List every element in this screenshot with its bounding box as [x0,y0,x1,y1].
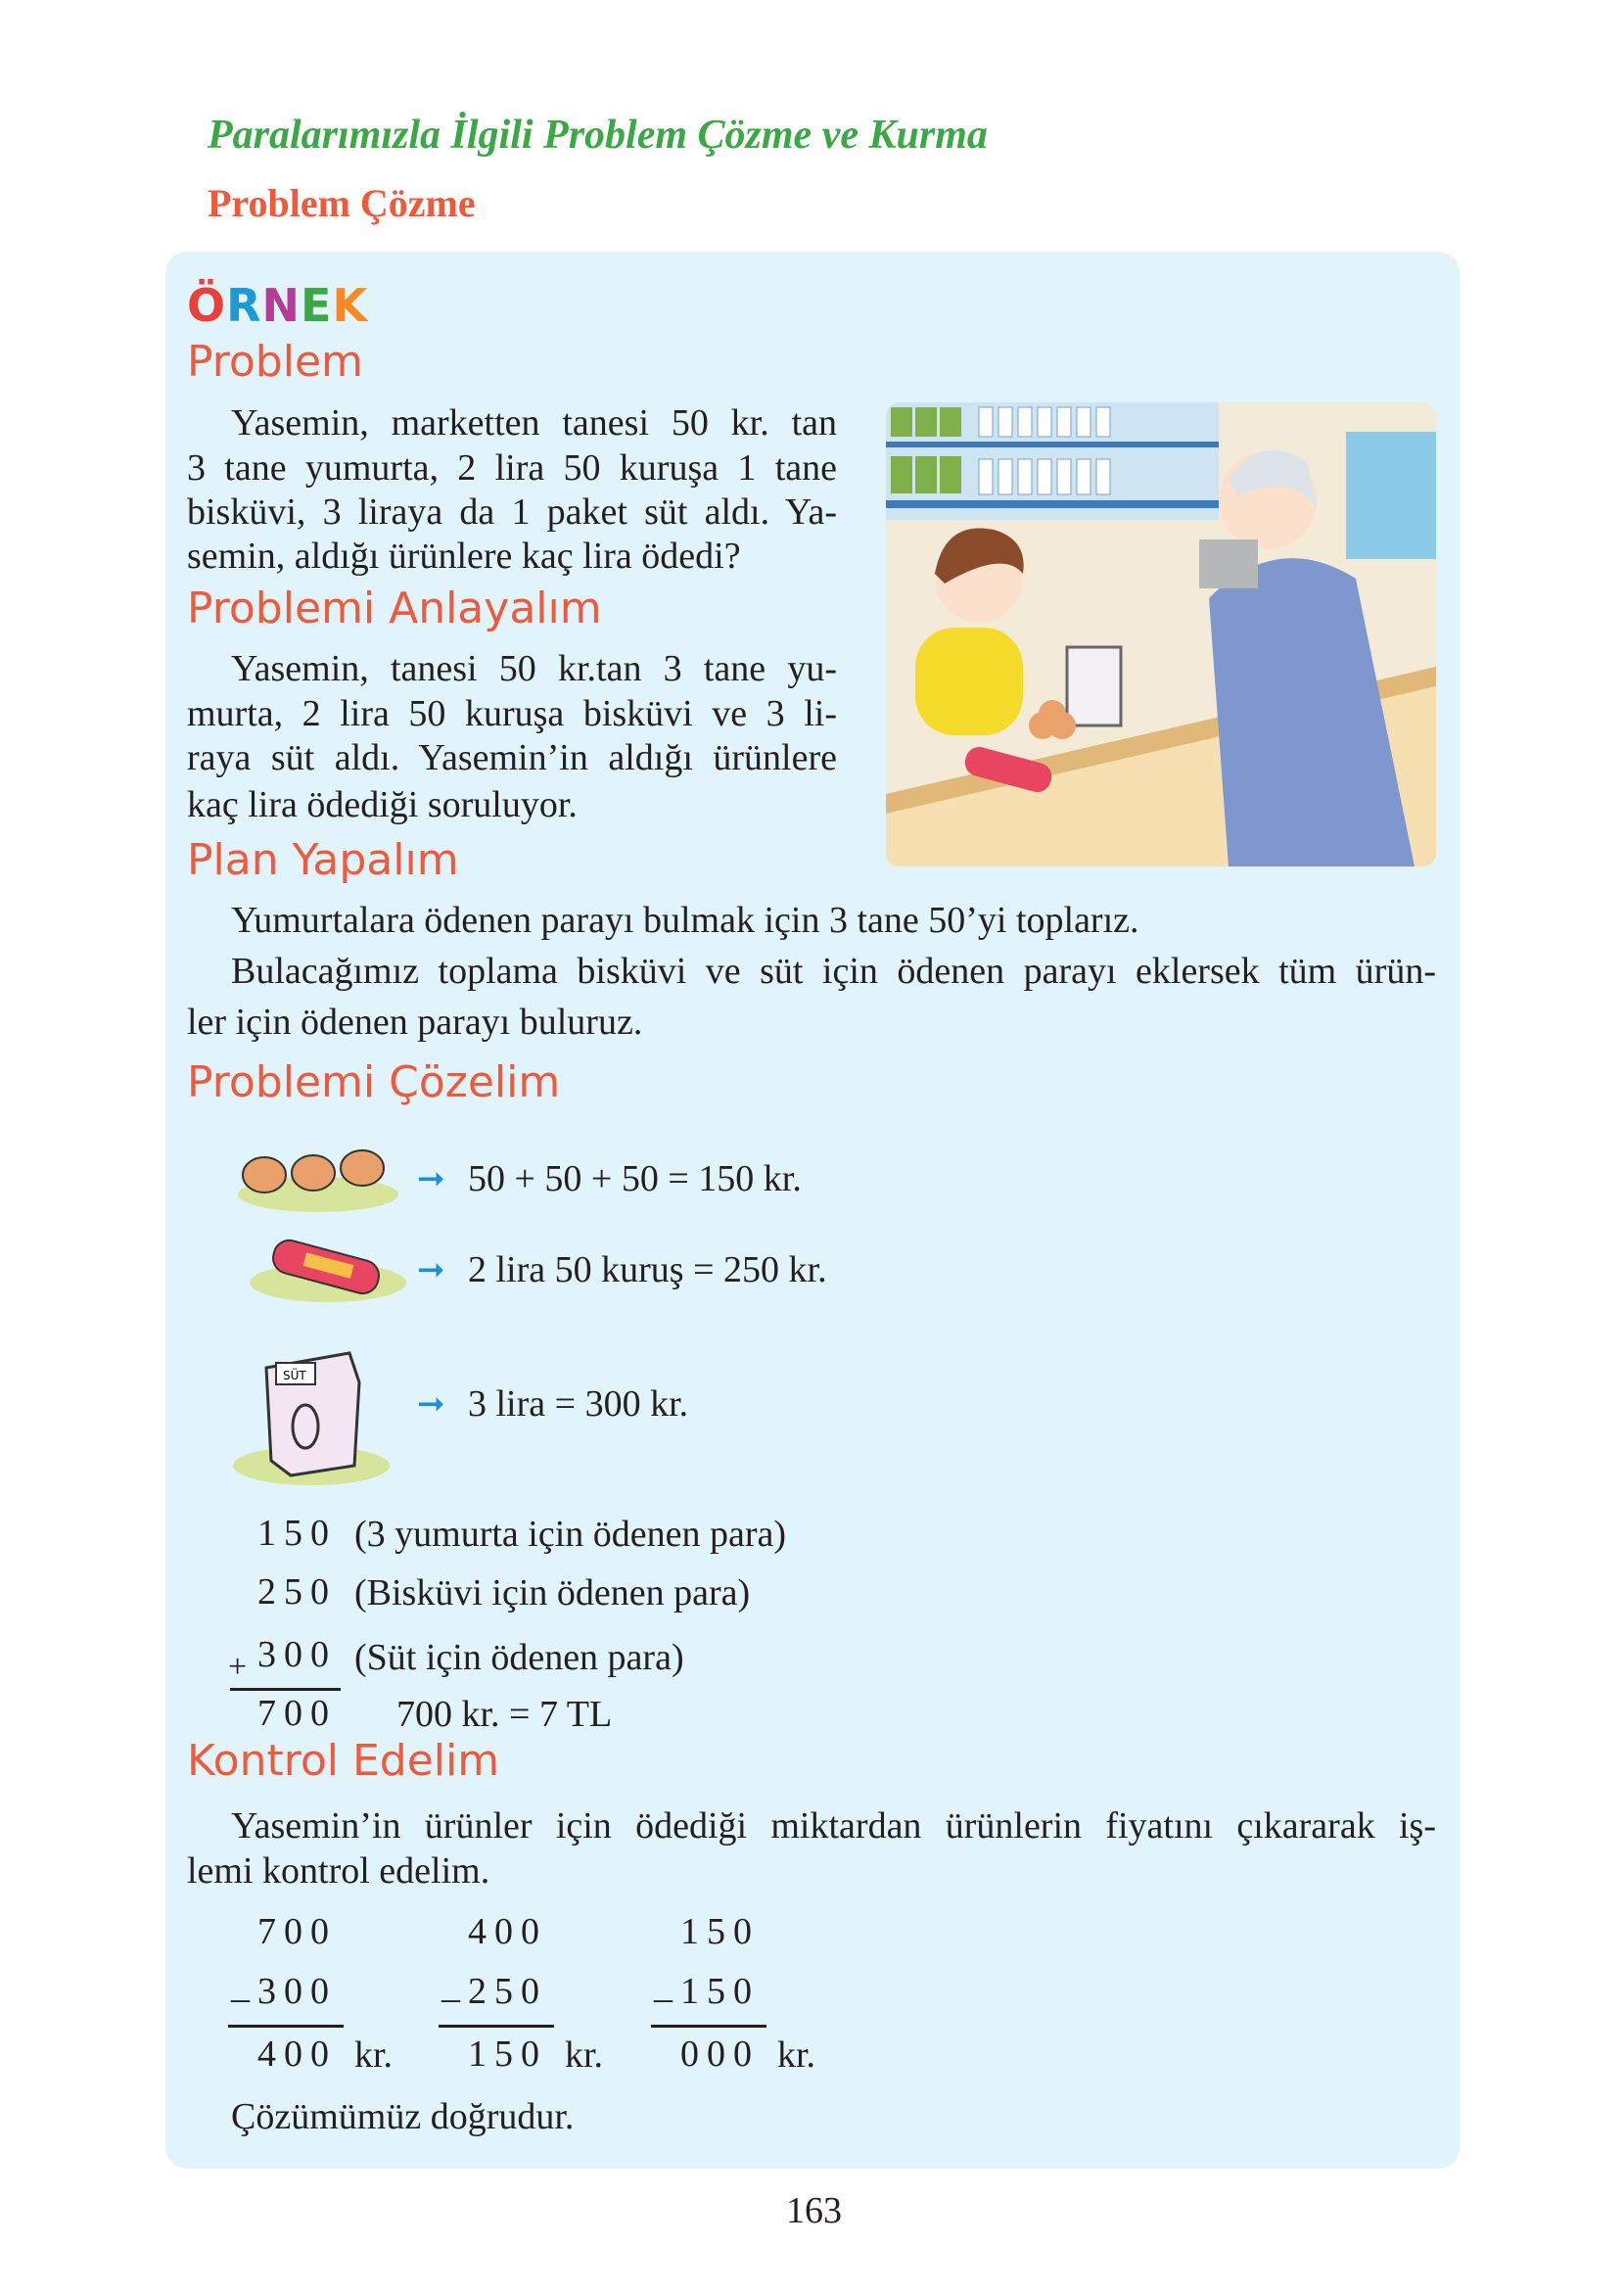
difference: 150 [468,2034,547,2075]
egg-calculation: 50 + 50 + 50 = 150 kr. [468,1158,802,1199]
plan-line: ler için ödenen parayı buluruz. [187,1002,643,1043]
solve-heading: Problemi Çözelim [187,1057,561,1107]
unit: kr. [354,2034,394,2076]
arrow-icon: ➞ [417,1252,445,1288]
section-subtitle: Problem Çözme [208,181,476,225]
shop-illustration [886,402,1436,866]
conclusion: Çözümümüz doğrudur. [231,2096,575,2137]
biscuit-icon [245,1229,411,1307]
understand-line: kaç lira ödediği soruluyor. [187,784,578,825]
arrow-icon: ➞ [417,1386,445,1423]
badge-letter: E [301,279,333,332]
unit: kr. [777,2034,816,2076]
minuend: 400 [468,1911,547,1952]
biscuit-calculation: 2 lira 50 kuruş = 250 kr. [468,1249,827,1290]
minus-sign: _ [441,1965,460,2006]
unit: kr. [565,2034,604,2076]
problem-line: semin, aldığı ürünlere kaç lira ödedi? [187,536,741,577]
minus-sign: _ [654,1965,673,2006]
understand-line: Yasemin, tanesi 50 kr.tan 3 tane yu- [231,648,837,689]
problem-line: 3 tane yumurta, 2 lira 50 kuruşa 1 tane [187,447,837,489]
eggs-icon [235,1141,401,1214]
sum-line [230,1688,341,1691]
minuend: 700 [257,1911,337,1952]
problem-line: bisküvi, 3 liraya da 1 paket süt aldı. Ya- [187,491,837,533]
check-line: lemi kontrol edelim. [187,1850,490,1892]
understand-heading: Problemi Anlayalım [187,584,602,633]
plan-line: Yumurtalara ödenen parayı bulmak için 3 tane 50’yi toplarız. [231,900,1139,941]
addend-note: (Bisküvi için ödenen para) [354,1572,751,1613]
difference: 400 [257,2034,337,2075]
badge-letter: Ö [187,279,227,332]
check-heading: Kontrol Edelim [187,1736,500,1786]
addend: 250 [257,1571,337,1613]
addend-note: (3 yumurta için ödenen para) [354,1514,787,1555]
subtraction-line [228,2025,344,2028]
section-title: Paralarımızla İlgili Problem Çözme ve Kurma [208,113,988,158]
subtraction-line [651,2025,766,2028]
sum-total: 700 [257,1693,337,1734]
badge-letter: K [332,279,369,332]
problem-heading: Problem [187,337,363,387]
difference: 000 [680,2034,760,2075]
minuend: 150 [680,1911,760,1952]
plus-sign: + [228,1649,248,1685]
example-badge [187,279,368,332]
addend: 150 [257,1513,337,1554]
milk-calculation: 3 lira = 300 kr. [468,1383,689,1425]
check-line: Yasemin’in ürünler için ödediği miktardan ürünlerin fiyatını çıkararak iş- [231,1805,1436,1847]
page-number: 163 [786,2190,842,2231]
problem-line: Yasemin, marketten tanesi 50 kr. tan [231,402,837,444]
arrow-icon: ➞ [417,1161,445,1197]
badge-letter: R [226,279,262,332]
understand-line: raya süt aldı. Yasemin’in aldığı ürünlere [187,737,837,778]
minus-sign: _ [231,1965,250,2006]
understand-line: murta, 2 lira 50 kuruşa bisküvi ve 3 li- [187,693,837,734]
addend: 300 [257,1634,337,1675]
subtrahend: 250 [468,1971,547,2012]
subtrahend: 150 [680,1971,760,2012]
badge-letter: N [261,279,302,332]
sum-conversion: 700 kr. = 7 TL [396,1694,613,1735]
milk-label: SÜT [283,1369,306,1382]
milk-carton-icon [232,1343,391,1488]
plan-heading: Plan Yapalım [187,835,459,885]
addend-note: (Süt için ödenen para) [354,1637,684,1678]
plan-line: Bulacağımız toplama bisküvi ve süt için ödenen parayı eklersek tüm ürün- [231,951,1436,992]
subtrahend: 300 [257,1971,337,2012]
subtraction-line [439,2025,554,2028]
